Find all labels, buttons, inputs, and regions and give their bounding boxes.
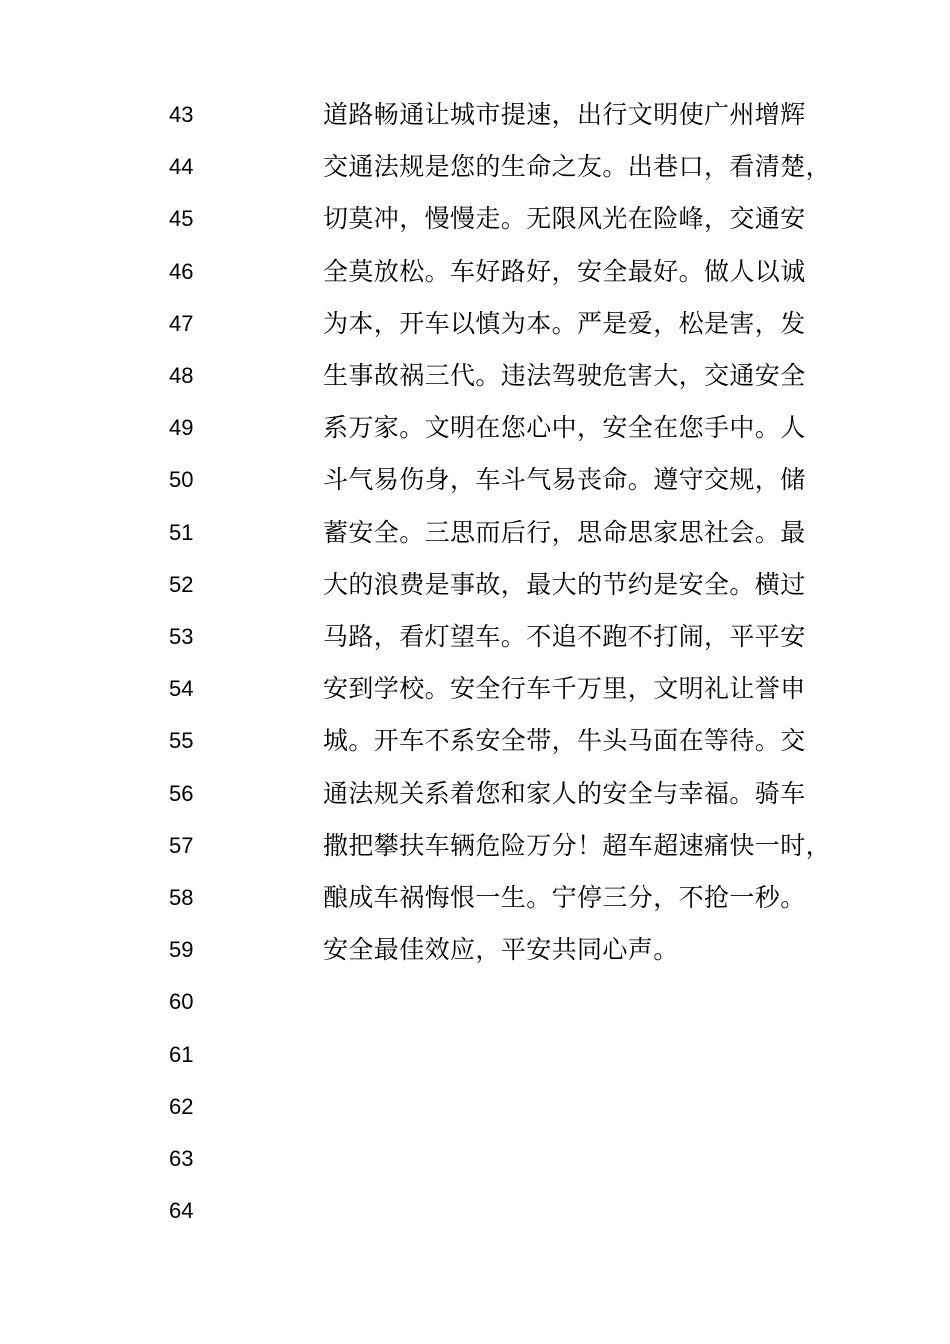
line-text: 切莫冲，慢慢走。无限风光在险峰，交通安 — [323, 204, 806, 234]
document-line — [0, 298, 950, 350]
line-number: 55 — [169, 728, 194, 754]
line-number: 61 — [169, 1041, 194, 1067]
document-line — [0, 89, 950, 141]
line-number: 52 — [169, 571, 194, 597]
document-line — [0, 768, 950, 820]
line-text: 城。开车不系安全带，牛头马面在等待。交 — [323, 726, 806, 756]
document-line — [0, 611, 950, 663]
document-line — [0, 559, 950, 611]
line-number: 62 — [169, 1093, 194, 1119]
line-number: 57 — [169, 832, 194, 858]
document-line — [0, 402, 950, 454]
document-line — [0, 1185, 950, 1237]
document-line — [0, 1081, 950, 1133]
line-number: 59 — [169, 937, 194, 963]
line-text: 全莫放松。车好路好，安全最好。做人以诚 — [323, 256, 806, 286]
line-number: 51 — [169, 519, 194, 545]
document-line — [0, 1029, 950, 1081]
document-line — [0, 454, 950, 506]
line-text: 安全最佳效应，平安共同心声。 — [323, 935, 679, 965]
line-text: 安到学校。安全行车千万里，文明礼让誉申 — [323, 674, 806, 704]
document-line — [0, 663, 950, 715]
line-number: 64 — [169, 1198, 194, 1224]
line-number: 44 — [169, 154, 194, 180]
line-number: 45 — [169, 206, 194, 232]
line-text: 为本，开车以慎为本。严是爱，松是害，发 — [323, 308, 806, 338]
document-line — [0, 872, 950, 924]
document-line — [0, 1133, 950, 1185]
line-text: 通法规关系着您和家人的安全与幸福。骑车 — [323, 778, 806, 808]
line-number: 54 — [169, 676, 194, 702]
line-text: 大的浪费是事故，最大的节约是安全。横过 — [323, 569, 806, 599]
document-line — [0, 507, 950, 559]
document-line — [0, 246, 950, 298]
line-text: 斗气易伤身，车斗气易丧命。遵守交规，储 — [323, 465, 806, 495]
line-text: 马路，看灯望车。不追不跑不打闹，平平安 — [323, 622, 806, 651]
document-line — [0, 141, 950, 193]
line-text: 生事故祸三代。违法驾驶危害大，交通安全 — [323, 361, 806, 390]
line-text: 系万家。文明在您心中，安全在您手中。人 — [323, 413, 806, 443]
line-text: 酿成车祸悔恨一生。宁停三分，不抢一秒。 — [323, 883, 806, 912]
line-number: 47 — [169, 310, 194, 336]
line-number: 53 — [169, 624, 194, 649]
line-number: 56 — [169, 780, 194, 806]
line-number: 48 — [169, 363, 194, 388]
line-number: 63 — [169, 1146, 194, 1171]
line-number: 58 — [169, 885, 194, 910]
line-text: 道路畅通让城市提速，出行文明使广州增辉 — [323, 100, 806, 129]
document-line — [0, 820, 950, 872]
document-line — [0, 924, 950, 976]
line-text: 交通法规是您的生命之友。出巷口，看清楚， — [323, 152, 832, 182]
line-number: 49 — [169, 415, 194, 441]
line-number: 46 — [169, 258, 194, 284]
line-number: 60 — [169, 989, 194, 1015]
document-line — [0, 193, 950, 245]
document-line — [0, 715, 950, 767]
line-number: 50 — [169, 467, 194, 493]
line-number: 43 — [169, 102, 194, 127]
line-text: 蓄安全。三思而后行，思命思家思社会。最 — [323, 517, 806, 547]
line-text: 撒把攀扶车辆危险万分！超车超速痛快一时， — [323, 830, 832, 860]
document-line — [0, 976, 950, 1028]
document-line — [0, 350, 950, 402]
